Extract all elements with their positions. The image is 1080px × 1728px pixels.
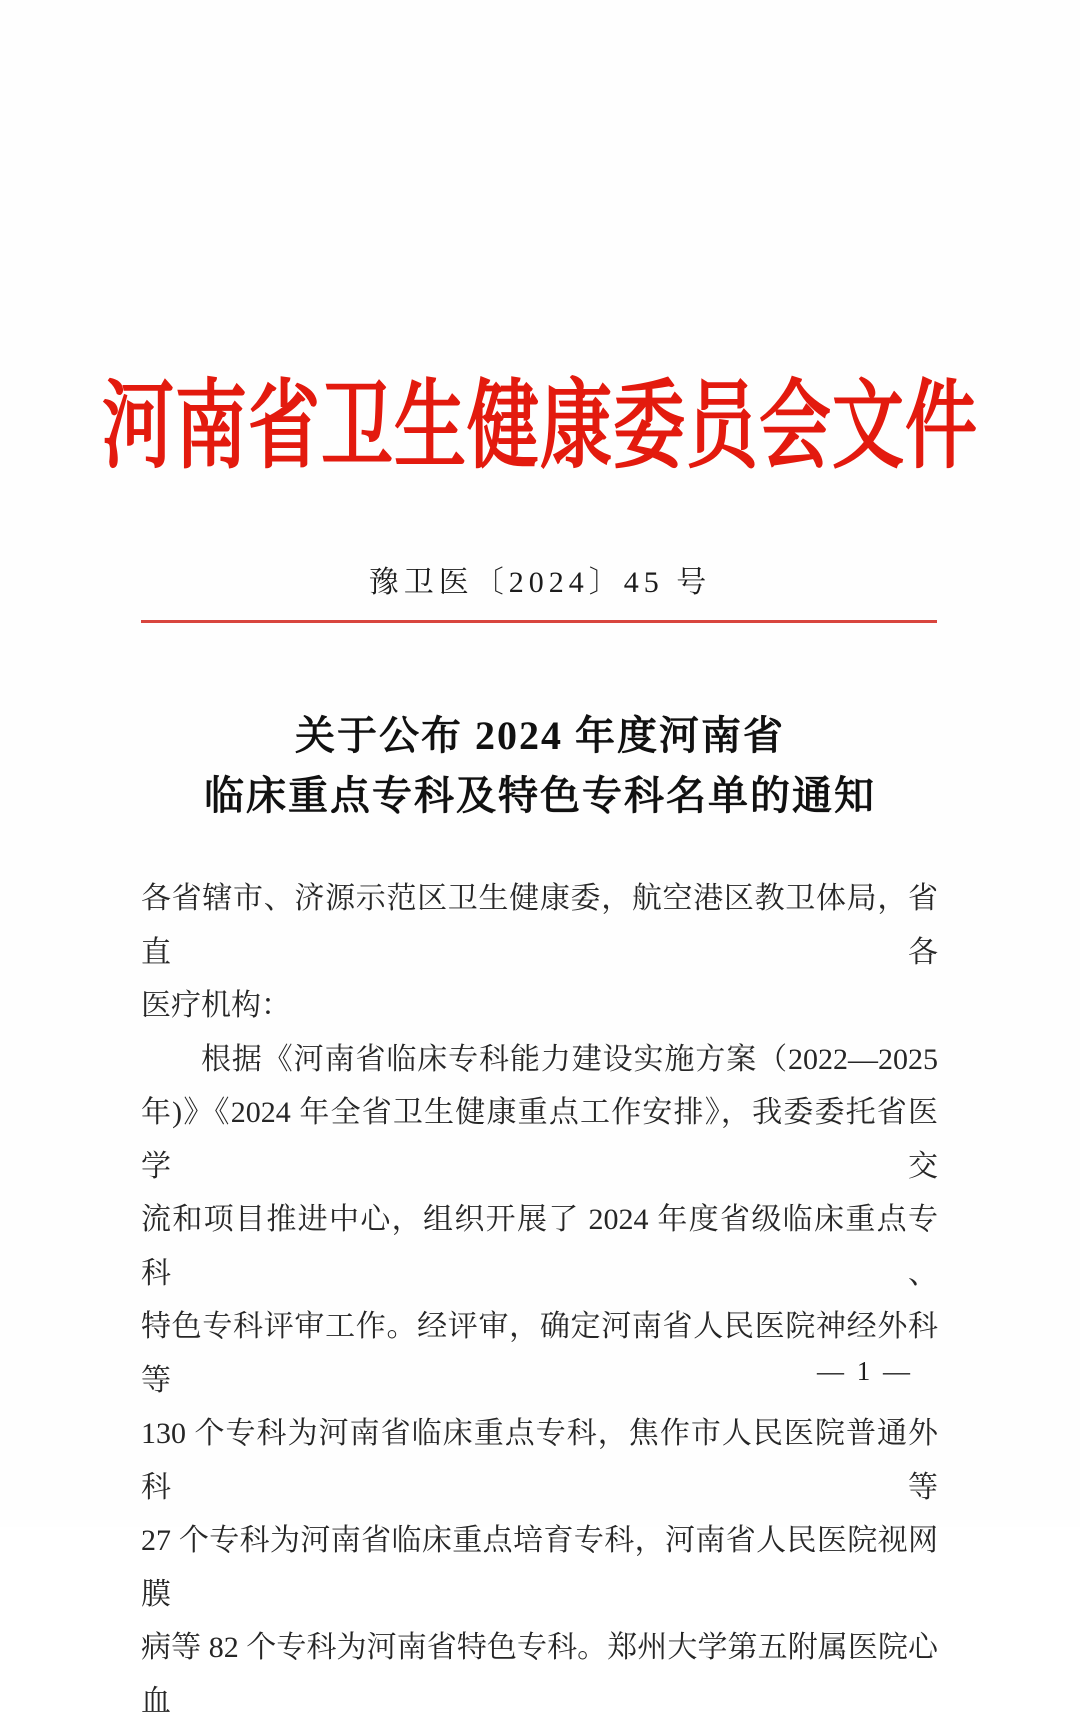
- agency-header-title: 河南省卫生健康委员会文件: [101, 373, 978, 481]
- body-line: 流和项目推进中心，组织开展了 2024 年度省级临床重点专科、: [141, 1203, 938, 1290]
- page-number: — 1 —: [817, 1356, 913, 1386]
- body-line: 各省辖市、济源示范区卫生健康委，航空港区教卫体局，省直各: [141, 882, 938, 969]
- body-line: 医疗机构：: [141, 989, 291, 1022]
- notice-title-line1: 关于公布 2024 年度河南省: [295, 713, 785, 758]
- notice-title-line2: 临床重点专科及特色专科名单的通知: [204, 773, 876, 818]
- body-text-block: [141, 872, 938, 1728]
- document-number: 豫卫医〔2024〕45 号: [368, 566, 712, 599]
- body-line: 根据《河南省临床专科能力建设实施方案（2022—2025: [201, 1042, 938, 1076]
- body-line: 130 个专科为河南省临床重点专科，焦作市人民医院普通外科等: [141, 1417, 938, 1504]
- notice-title: [0, 706, 1080, 826]
- body-line: 特色专科评审工作。经评审，确定河南省人民医院神经外科等: [141, 1310, 938, 1397]
- body-line: 病等 82 个专科为河南省特色专科。郑州大学第五附属医院心血: [141, 1631, 938, 1718]
- body-line: 年)》《2024 年全省卫生健康重点工作安排》，我委委托省医学交: [141, 1096, 938, 1183]
- red-divider-line: [141, 620, 937, 623]
- body-line: 27 个专科为河南省临床重点培育专科，河南省人民医院视网膜: [141, 1524, 938, 1611]
